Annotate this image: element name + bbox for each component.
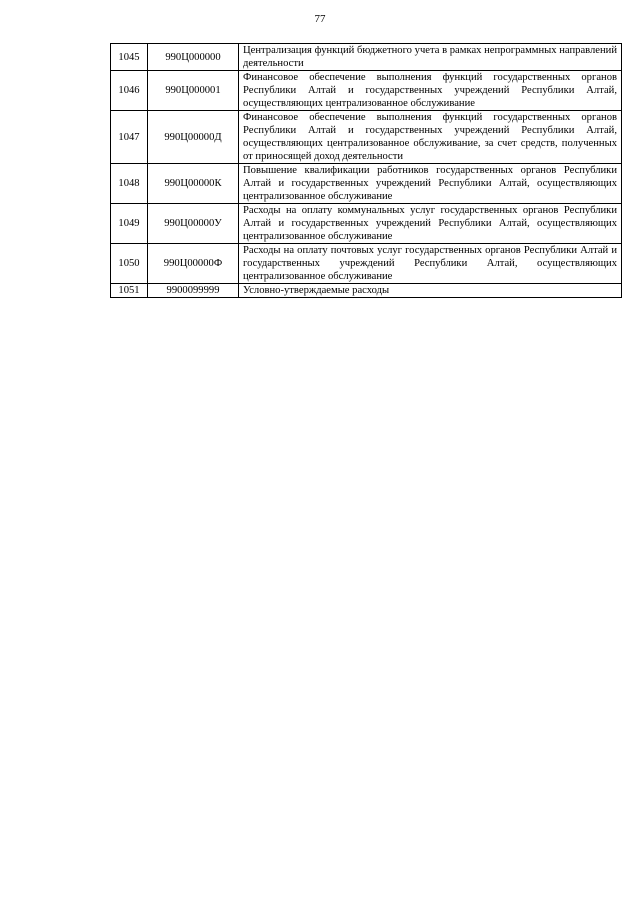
table-row	[111, 44, 622, 71]
table-row	[111, 284, 622, 298]
description-cell: Повышение квалификации работников государственных органов Республики Алтай и государственных учреждений Республики Алтай, осуществляющих централизованное обслуживание	[239, 164, 622, 204]
budget-classification-table	[110, 43, 622, 298]
row-number-cell: 1050	[111, 244, 148, 284]
row-number-cell: 1049	[111, 204, 148, 244]
target-code-cell: 990Ц00000Д	[148, 111, 239, 164]
description-cell: Централизация функций бюджетного учета в рамках непрограммных направлений деятельности	[239, 44, 622, 71]
table-row	[111, 244, 622, 284]
row-number-cell: 1045	[111, 44, 148, 71]
table-row	[111, 111, 622, 164]
row-number-cell: 1051	[111, 284, 148, 298]
row-number-cell: 1048	[111, 164, 148, 204]
description-cell: Расходы на оплату почтовых услуг государственных органов Республики Алтай и государственных учреждений Республики Алтай, осуществляющих централизованное обслуживание	[239, 244, 622, 284]
table-row	[111, 204, 622, 244]
table-row	[111, 71, 622, 111]
page-number: 77	[314, 13, 326, 25]
description-cell: Условно-утверждаемые расходы	[239, 284, 622, 298]
target-code-cell: 990Ц00000К	[148, 164, 239, 204]
description-cell: Финансовое обеспечение выполнения функций государственных органов Республики Алтай и государственных учреждений Республики Алтай, осуществляющих централизованное обслуживание	[239, 71, 622, 111]
target-code-cell: 990Ц000001	[148, 71, 239, 111]
description-cell: Расходы на оплату коммунальных услуг государственных органов Республики Алтай и государственных учреждений Республики Алтай, осуществляющих централизованное обслуживание	[239, 204, 622, 244]
table-row	[111, 164, 622, 204]
row-number-cell: 1046	[111, 71, 148, 111]
target-code-cell: 990Ц00000У	[148, 204, 239, 244]
target-code-cell: 9900099999	[148, 284, 239, 298]
description-cell: Финансовое обеспечение выполнения функций государственных органов Республики Алтай и государственных учреждений Республики Алтай, осуществляющих централизованное обслуживание, за счет средств, полученных от приносящей доход деятельности	[239, 111, 622, 164]
target-code-cell: 990Ц000000	[148, 44, 239, 71]
target-code-cell: 990Ц00000Ф	[148, 244, 239, 284]
row-number-cell: 1047	[111, 111, 148, 164]
